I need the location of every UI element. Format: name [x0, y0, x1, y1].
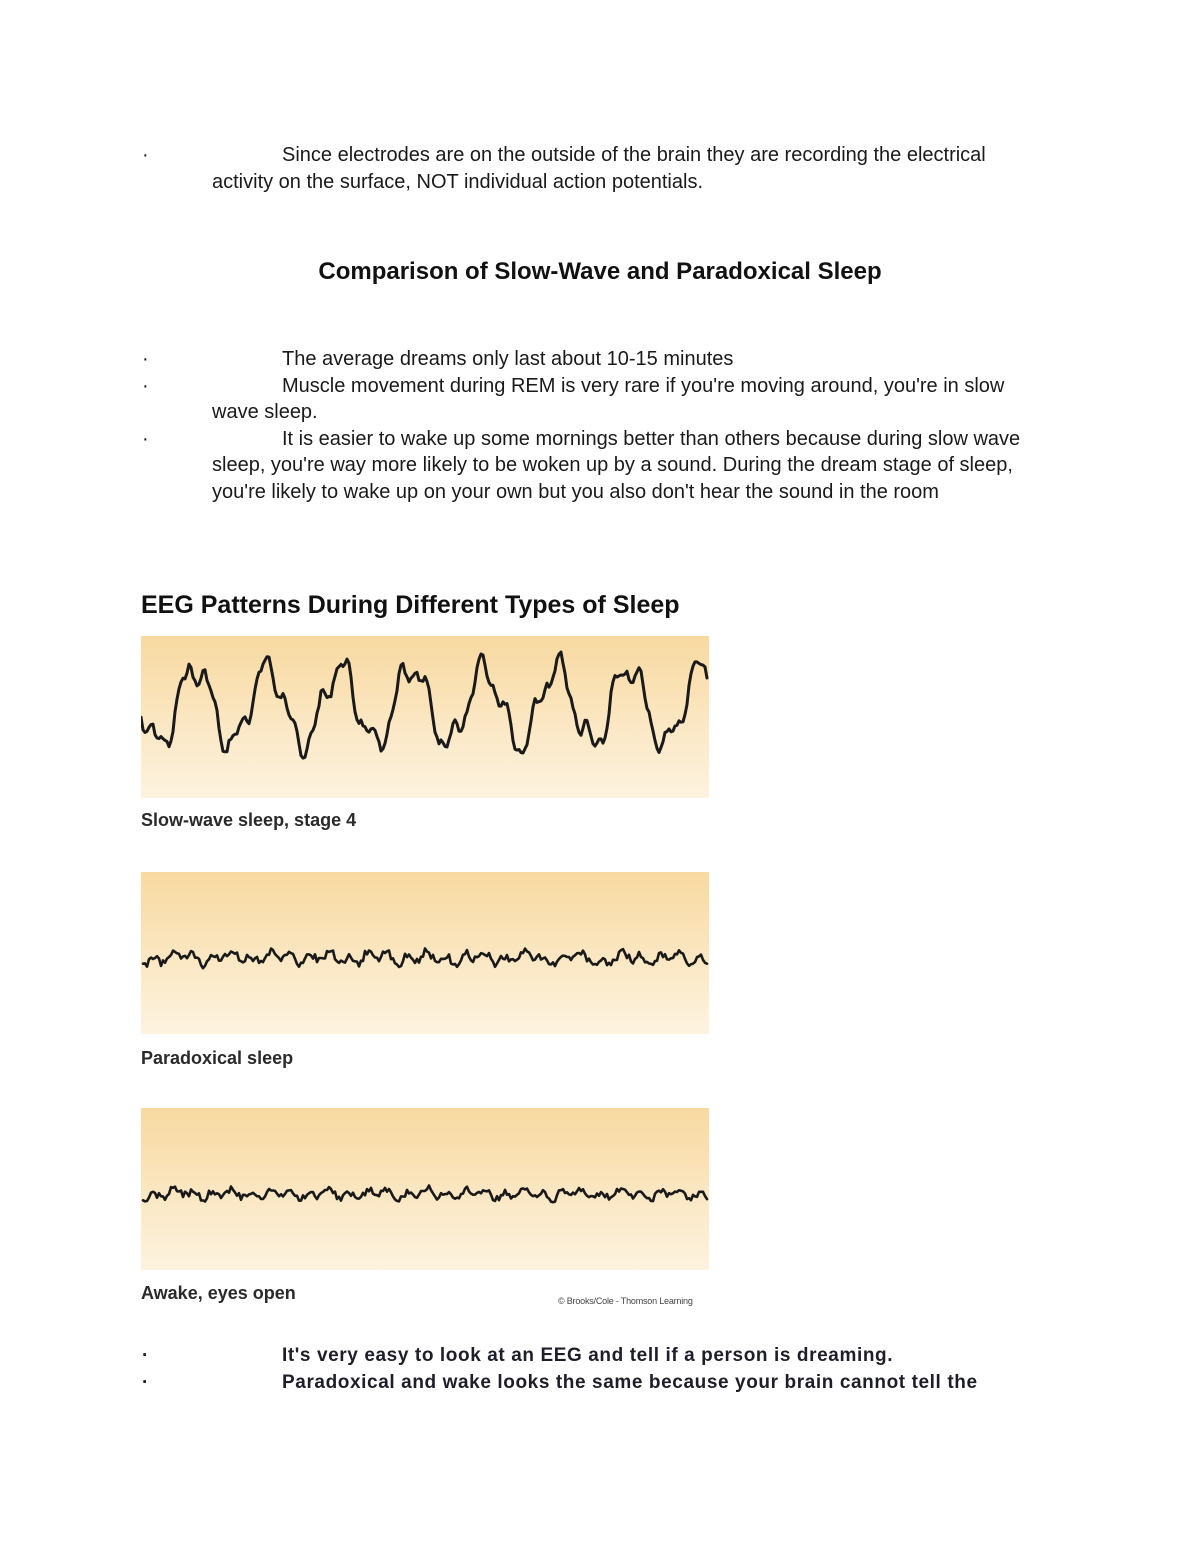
- list-item: [142, 1370, 1052, 1397]
- intro-bullets: [142, 142, 1052, 195]
- eeg-caption-paradoxical: Paradoxical sleep: [141, 1048, 294, 1068]
- comparison-bullets: [142, 346, 1052, 505]
- bullet-text: It's very easy to look at an EEG and tell if a person is dreaming.: [282, 1345, 894, 1366]
- eeg-panel-background: [141, 636, 709, 798]
- eeg-panel-slow-wave: [141, 636, 709, 798]
- bullet-text: The average dreams only last about 10-15 minutes: [282, 348, 734, 370]
- eeg-panel-awake: [141, 1108, 709, 1270]
- bullet-symbol: ·: [142, 348, 149, 370]
- list-item: [142, 346, 1052, 373]
- section-heading: Comparison of Slow-Wave and Paradoxical Sleep: [318, 258, 882, 285]
- bullet-text: It is easier to wake up some mornings better than others because during slow wave sleep, you're way more likely to be woken up by a sound. During the dream stage of sleep, you're likely to wake up on your own but you also don't hear the sound in the room: [212, 427, 1021, 503]
- bullet-text: Since electrodes are on the outside of the brain they are recording the electrical activity on the surface, NOT individual action potentials.: [212, 144, 986, 193]
- list-item: [142, 142, 1052, 195]
- eeg-section-heading: EEG Patterns During Different Types of Sleep: [141, 591, 680, 619]
- bullet-text: Paradoxical and wake looks the same because your brain cannot tell the: [282, 1371, 978, 1393]
- eeg-panel-paradoxical: [141, 872, 709, 1034]
- bullet-symbol: ·: [142, 374, 149, 397]
- bullet-symbol: ·: [142, 144, 149, 166]
- eeg-trace-figure: [141, 1108, 709, 1270]
- eeg-caption-slow-wave: Slow-wave sleep, stage 4: [141, 810, 357, 830]
- closing-bullets: [142, 1343, 1052, 1396]
- bullet-symbol: ·: [142, 1371, 149, 1393]
- list-item: [142, 373, 1052, 426]
- figure-copyright: © Brooks/Cole - Thomson Learning: [558, 1296, 693, 1306]
- bullet-text: Muscle movement during REM is very rare if you're moving around, you're in slow wave sleep.: [212, 374, 1005, 423]
- eeg-trace-figure: [141, 636, 709, 798]
- eeg-caption-awake: Awake, eyes open: [141, 1283, 296, 1303]
- list-item: [142, 1343, 1052, 1370]
- bullet-symbol: ·: [142, 1345, 149, 1366]
- list-item: [142, 426, 1052, 506]
- bullet-symbol: ·: [142, 427, 149, 450]
- eeg-trace-figure: [141, 872, 709, 1034]
